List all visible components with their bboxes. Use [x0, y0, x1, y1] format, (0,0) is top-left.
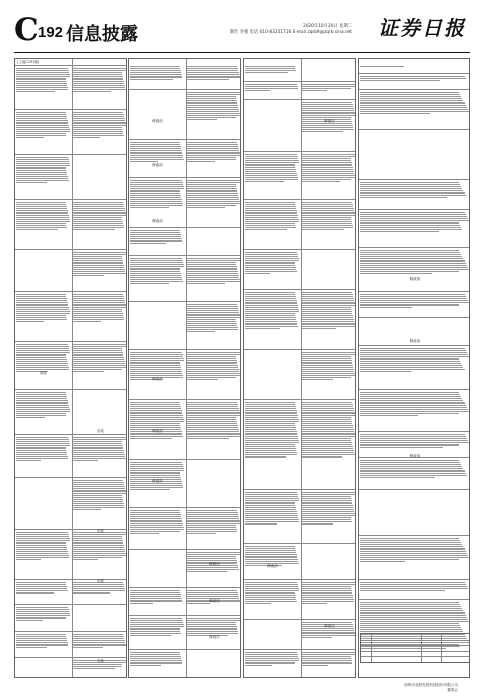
paragraph-text-block — [360, 391, 470, 429]
table-row-divider — [244, 579, 355, 580]
paragraph-text-block — [245, 65, 300, 79]
paragraph-text-block — [16, 531, 71, 577]
table-row-divider — [361, 640, 469, 641]
table-row-divider — [129, 549, 240, 550]
cell-label: 修改前 — [152, 163, 163, 167]
paragraph-text-block — [245, 201, 300, 247]
paragraph-text-block — [130, 141, 185, 175]
paragraph-text-block — [16, 479, 71, 527]
continued-from-label: (上接C191版) — [17, 60, 40, 64]
table-row-divider — [129, 255, 240, 256]
paragraph-text-block — [360, 75, 470, 87]
table-row-divider — [129, 459, 240, 460]
table-row-divider — [359, 579, 469, 580]
table-row-divider — [359, 489, 469, 490]
table-row-divider — [244, 81, 355, 82]
table-row-divider — [244, 99, 355, 100]
paragraph-text-block — [16, 659, 71, 675]
paragraph-text-block — [130, 303, 185, 347]
paragraph-text-block — [245, 83, 300, 97]
paragraph-text-block — [187, 141, 241, 175]
paragraph-text-block — [130, 257, 185, 299]
table-row-divider — [359, 291, 469, 292]
table-row-divider — [15, 291, 126, 292]
paragraph-text-block — [302, 101, 356, 149]
table-row-divider — [359, 389, 469, 390]
paragraph-text-block — [245, 101, 300, 149]
table-row-divider — [15, 199, 126, 200]
footer-company: 深圳市亚联发展科技股份有限公司 — [404, 683, 458, 687]
paragraph-text-block — [73, 436, 127, 475]
paragraph-text-block — [187, 651, 241, 675]
table-row-divider — [129, 507, 240, 508]
paragraph-text-block — [73, 479, 127, 527]
paragraph-text-block — [73, 67, 127, 107]
table-row-divider — [359, 209, 469, 210]
paragraph-text-block — [16, 436, 71, 475]
paragraph-text-block — [130, 617, 185, 647]
column-1 — [14, 58, 127, 678]
paragraph-text-block — [302, 401, 356, 487]
paragraph-text-block — [302, 651, 356, 675]
cell-label: 修改前 — [152, 219, 163, 223]
paragraph-text-block — [16, 581, 71, 602]
paragraph-text-block — [360, 433, 470, 455]
paragraph-text-block — [360, 131, 470, 177]
paragraph-text-block — [302, 83, 356, 97]
table-row-divider — [15, 154, 126, 155]
paragraph-text-block — [302, 545, 356, 577]
table-row-divider — [129, 649, 240, 650]
paragraph-text-block — [73, 391, 127, 432]
table-row-divider — [244, 619, 355, 620]
paragraph-text-block — [360, 459, 470, 487]
paragraph-text-block — [16, 201, 71, 247]
cell-label: 后款 — [97, 429, 104, 433]
paragraph-text-block — [130, 651, 185, 675]
table-row-divider — [129, 301, 240, 302]
paragraph-text-block — [245, 545, 300, 577]
paragraph-text-block — [73, 606, 127, 629]
cell-label: 修改前 — [152, 479, 163, 483]
paragraph-text-block — [16, 111, 71, 152]
date-line: 2020年10月20日 星期二 — [302, 24, 352, 29]
paragraph-text-block — [73, 201, 127, 247]
paragraph-text-block — [130, 351, 185, 397]
paragraph-text-block — [130, 589, 185, 613]
table-column-divider — [421, 634, 422, 662]
paragraph-text-block — [187, 617, 241, 647]
paragraph-text-block — [360, 581, 470, 597]
paragraph-text-block — [73, 293, 127, 339]
paragraph-text-block — [73, 581, 127, 602]
cell-label: 后款 — [97, 529, 104, 533]
paragraph-text-block — [187, 229, 241, 253]
table-row-divider — [244, 399, 355, 400]
paragraph-text-block — [245, 581, 300, 617]
cell-label: 修改前 — [409, 339, 421, 343]
table-row-divider — [15, 604, 126, 605]
page-header — [14, 14, 470, 50]
paragraph-text-block — [302, 491, 356, 541]
paragraph-text-block — [187, 401, 241, 457]
paragraph-text-block — [245, 153, 300, 197]
table-row-divider — [361, 645, 469, 646]
table-row-divider — [244, 349, 355, 350]
paragraph-text-block — [302, 201, 356, 247]
paragraph-text-block — [360, 65, 470, 71]
paragraph-text-block — [360, 491, 470, 533]
table-row-divider — [129, 177, 240, 178]
table-row-divider — [129, 399, 240, 400]
newspaper-logo: 证券日报 — [378, 16, 466, 40]
paragraph-text-block — [187, 179, 241, 225]
column-3 — [243, 58, 356, 678]
paragraph-text-block — [130, 551, 185, 585]
paragraph-text-block — [187, 65, 241, 87]
table-row-divider — [129, 615, 240, 616]
table-row-divider — [15, 65, 126, 66]
paragraph-text-block — [130, 509, 185, 547]
paragraph-text-block — [16, 391, 71, 432]
paragraph-text-block — [130, 229, 185, 253]
table-row-divider — [359, 179, 469, 180]
table-row-divider — [15, 657, 126, 658]
paragraph-text-block — [245, 251, 300, 287]
paragraph-text-block — [360, 181, 470, 207]
table-row-divider — [129, 89, 240, 90]
cell-label: 后款 — [97, 579, 104, 583]
paragraph-text-block — [187, 257, 241, 299]
paragraph-text-block — [187, 461, 241, 505]
cell-label: 修改前 — [152, 429, 163, 433]
cell-label: 修改前 — [267, 564, 278, 568]
paragraph-text-block — [360, 347, 470, 387]
paragraph-text-block — [16, 156, 71, 197]
paragraph-text-block — [73, 251, 127, 289]
table-row-divider — [244, 151, 355, 152]
cell-label: 修改前 — [152, 119, 163, 123]
table-row-divider — [359, 129, 469, 130]
paragraph-text-block — [245, 491, 300, 541]
table-row-divider — [129, 139, 240, 140]
columns-area — [14, 58, 470, 678]
paragraph-text-block — [302, 351, 356, 397]
page-number: 192 — [38, 24, 64, 41]
paragraph-text-block — [302, 251, 356, 287]
paragraph-text-block — [360, 91, 470, 127]
table-column-divider — [441, 634, 442, 662]
column-2 — [128, 58, 241, 678]
cell-label: 修改后 — [209, 635, 220, 639]
paragraph-text-block — [16, 606, 71, 629]
table-row-divider — [244, 649, 355, 650]
table-row-divider — [15, 477, 126, 478]
cell-label: 修改前 — [409, 277, 421, 281]
column-4 — [358, 58, 470, 678]
table-row-divider — [244, 199, 355, 200]
paragraph-text-block — [302, 581, 356, 617]
summary-table — [360, 633, 470, 663]
header-rule — [14, 52, 470, 53]
table-row-divider — [359, 345, 469, 346]
table-row-divider — [15, 434, 126, 435]
paragraph-text-block — [73, 156, 127, 197]
paragraph-text-block — [187, 351, 241, 397]
paragraph-text-block — [130, 91, 185, 137]
page-footer — [404, 683, 458, 693]
table-column-divider — [371, 634, 372, 662]
paragraph-text-block — [130, 65, 185, 87]
paragraph-text-block — [245, 351, 300, 397]
paragraph-text-block — [245, 621, 300, 647]
paragraph-text-block — [360, 211, 470, 245]
paragraph-text-block — [245, 651, 300, 675]
paragraph-text-block — [245, 291, 300, 347]
paragraph-text-block — [187, 551, 241, 585]
cell-label: 修改前 — [409, 454, 421, 458]
table-row-divider — [15, 341, 126, 342]
paragraph-text-block — [360, 249, 470, 289]
paragraph-text-block — [73, 531, 127, 577]
table-row-divider — [359, 247, 469, 248]
paragraph-text-block — [245, 401, 300, 487]
paragraph-text-block — [16, 67, 71, 107]
paragraph-text-block — [302, 65, 356, 79]
header-meta — [230, 24, 352, 36]
table-row-divider — [129, 349, 240, 350]
cell-label: 后款 — [97, 659, 104, 663]
cell-label: 修改后 — [209, 562, 220, 566]
table-row-divider — [15, 109, 126, 110]
table-row-divider — [129, 587, 240, 588]
table-row-divider — [361, 656, 469, 657]
cell-label: 修改后 — [209, 599, 220, 603]
contact-line: 制作 李强 电话 010-83251716 E-mail zqrb9@zqrb.sina.net — [229, 30, 352, 35]
table-row-divider — [129, 227, 240, 228]
paragraph-text-block — [360, 537, 470, 577]
table-row-divider — [15, 631, 126, 632]
paragraph-text-block — [16, 293, 71, 339]
table-row-divider — [244, 489, 355, 490]
footer-board: 董事会 — [447, 688, 458, 692]
table-row-divider — [244, 249, 355, 250]
cell-label: 修改后 — [324, 624, 335, 628]
table-row-divider — [361, 651, 469, 652]
paragraph-text-block — [16, 343, 71, 387]
paragraph-text-block — [16, 633, 71, 655]
table-row-divider — [359, 73, 469, 74]
table-row-divider — [359, 89, 469, 90]
cell-label: 修改后 — [324, 119, 335, 123]
paragraph-text-block — [360, 293, 470, 315]
table-row-divider — [359, 431, 469, 432]
cell-label: 修改前 — [152, 377, 163, 381]
table-row-divider — [244, 543, 355, 544]
paragraph-text-block — [73, 633, 127, 655]
paragraph-text-block — [73, 343, 127, 387]
table-row-divider — [15, 389, 126, 390]
paragraph-text-block — [187, 509, 241, 547]
paragraph-text-block — [302, 291, 356, 347]
paragraph-text-block — [16, 251, 71, 289]
paragraph-text-block — [187, 303, 241, 347]
table-row-divider — [244, 289, 355, 290]
paragraph-text-block — [187, 91, 241, 137]
table-row-divider — [359, 317, 469, 318]
paragraph-text-block — [302, 153, 356, 197]
table-row-divider — [359, 535, 469, 536]
table-row-divider — [15, 249, 126, 250]
table-row-divider — [359, 599, 469, 600]
cell-label: 前款 — [40, 371, 47, 375]
section-title: 信息披露 — [66, 24, 138, 45]
section-letter: C — [14, 12, 38, 48]
paragraph-text-block — [73, 111, 127, 152]
